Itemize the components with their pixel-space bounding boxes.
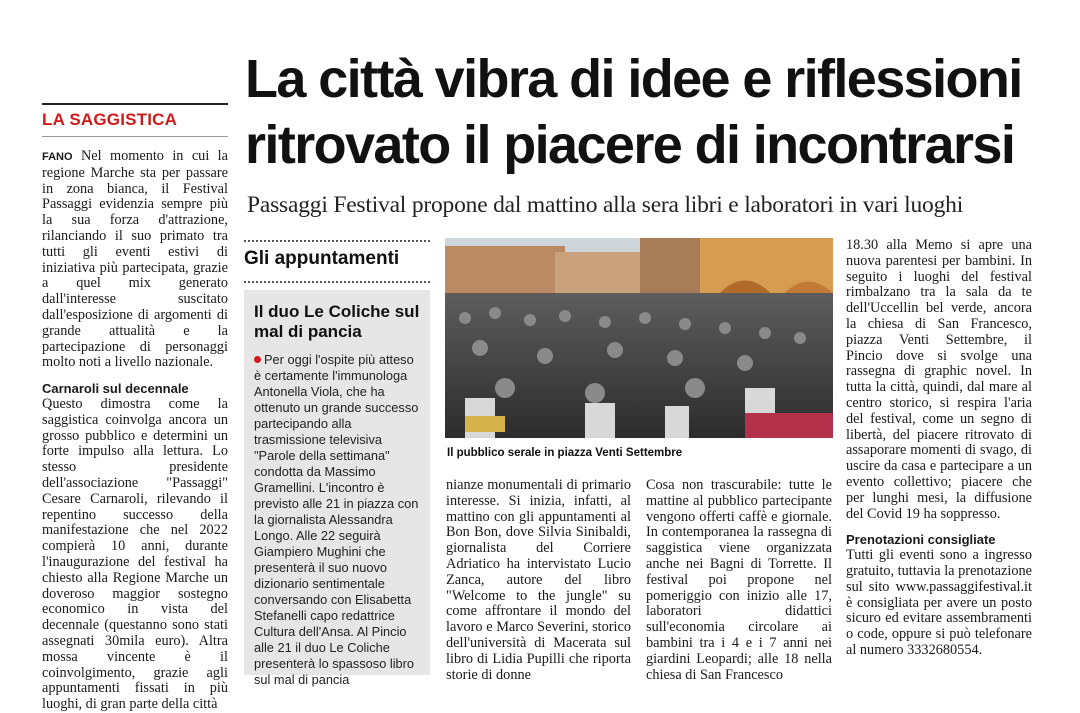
paragraph-col3: nianze monumentali di primario interesse. Si inizia, infatti, al mattino con gli appuntamenti al Bon Bon, dove Silvia Sinibaldi, giornalista del Corriere Adriatico ha intervistato Lucio Zanca, autore del libro "Welcome to the jungle" su come affrontare il mondo del lavoro e Marco Severini, storico dell'università di Macerata sul libro di Lidia Pupilli che riporta storie di donne <box>446 477 631 683</box>
headline-line-2: ritrovato il piacere di incontrarsi <box>245 115 1015 175</box>
subtitle-prenotazioni: Prenotazioni consigliate <box>846 532 996 548</box>
subheadline: Passaggi Festival propone dal mattino alla sera libri e laboratori in vari luoghi <box>247 192 964 218</box>
article-column-3 <box>446 477 631 683</box>
sidebar-box <box>244 290 430 687</box>
dotted-rule-top <box>244 240 430 242</box>
photo-piazza <box>445 238 833 438</box>
bullet-icon <box>254 356 261 363</box>
paragraph-carnaroli: Questo dimostra come la saggistica coinvolga ancora un grosso pubblico e determini un forte impulso alla lettura. Lo stesso presidente dell'associazione "Passaggi" Cesare Carnaroli, rilevando il repentino successo della manifestazione che nel 2022 compierà 10 anni, durante l'inaugurazione del festival ha chiesto alla Regione Marche un doveroso maggior sostegno economico in vista del decennale (questanno sono stati assegnati 30mila euro). Altra mossa vincente è il coinvolgimento, grazie agli appuntamenti fissati in più luoghi, di gran parte della città <box>42 395 228 713</box>
intro-text: Nel momento in cui la regione Marche sta per passare in zona bianca, il Festival Passaggi evidenzia sempre più la sua forza d'attrazione, rilanciando il suo primato tra tutti gli eventi estivi di iniziativa più partecipata, grazie a quel mix generato dall'interesse suscitato dall'esposizione di argomenti di grande attualità e la partecipazione di personaggi molto noti a livello nazionale. <box>42 148 228 371</box>
paragraph-intro <box>42 149 228 371</box>
dateline: FANO <box>42 151 73 163</box>
section-rule-top <box>42 103 228 105</box>
article-column-4 <box>646 477 832 683</box>
sidebar-text: Per oggi l'ospite più atteso è certamente l'immunologa Antonella Viola, che ha ottenuto un grande successo partecipando alla trasmissione televisiva "Parole della settimana" condotta da Massimo Gramellini. L'incontro è previsto alle 21 in piazza con la giornalista Alessandra Longo. Alle 22 seguirà Giampiero Mughini che presenterà il suo nuovo dizionario sentimentale conversando con Elisabetta Stefanelli capo redattrice Cultura dell'Ansa. Al Pincio alle 21 il duo Le Coliche presenterà lo spassoso libro sul mal di pancia <box>254 352 419 687</box>
article-column-5 <box>846 238 1032 675</box>
paragraph-prenotazioni: Tutti gli eventi sono a ingresso gratuito, tuttavia la prenotazione sul sito www.passaggifestival.it è consigliata per avere un posto sicuro ed evitare assembramenti o code, oppure si può telefonare al numero 3332680554. <box>846 547 1032 658</box>
article-column-1 <box>42 148 228 713</box>
section-tag: LA SAGGISTICA <box>42 110 178 129</box>
sidebar-title: Il duo Le Coliche sul mal di pancia <box>254 302 420 341</box>
headline-line-1: La città vibra di idee e riflessioni <box>245 49 1022 109</box>
paragraph-col5: 18.30 alla Memo si apre una nuova parentesi per bambini. In seguito i luoghi del festival rimbalzano tra la sala da te dell'Uccellin bel verde, ancora la chiesa di San Francesco, piazza Venti Settembre, il Pincio dove si svolge una rassegna di graphic novel. In tutta la città, quindi, dal mare al centro storico, si respira l'aria del festival, come un segno di libertà, del piacere ritrovato di assaporare momenti di svago, di uscire da casa e partecipare a un evento collettivo; piacere che per lunghi mesi, la diffusione del Covid 19 ha soppresso. <box>846 237 1032 522</box>
sidebar-body <box>254 352 422 688</box>
subtitle-carnaroli: Carnaroli sul decennale <box>42 381 189 397</box>
sidebar-header: Gli appuntamenti <box>244 248 400 269</box>
photo-image <box>445 238 833 438</box>
paragraph-col4: Cosa non trascurabile: tutte le mattine al pubblico partecipante vengono offerti caffè e giornale. In contemporanea la rassegna di saggistica viene organizzata anche nei Bagni di Torrette. Il festival poi propone nel pomeriggio con inizio alle 17, laboratori didattici sull'economia circolare ai bambini tra i 4 e i 7 anni nei giardini Leopardi; alle 18 nella chiesa di San Francesco <box>646 477 832 683</box>
headline <box>245 46 1075 178</box>
section-rule-bottom <box>42 136 228 137</box>
photo-caption: Il pubblico serale in piazza Venti Settembre <box>447 447 683 459</box>
dotted-rule-bottom <box>244 281 430 283</box>
